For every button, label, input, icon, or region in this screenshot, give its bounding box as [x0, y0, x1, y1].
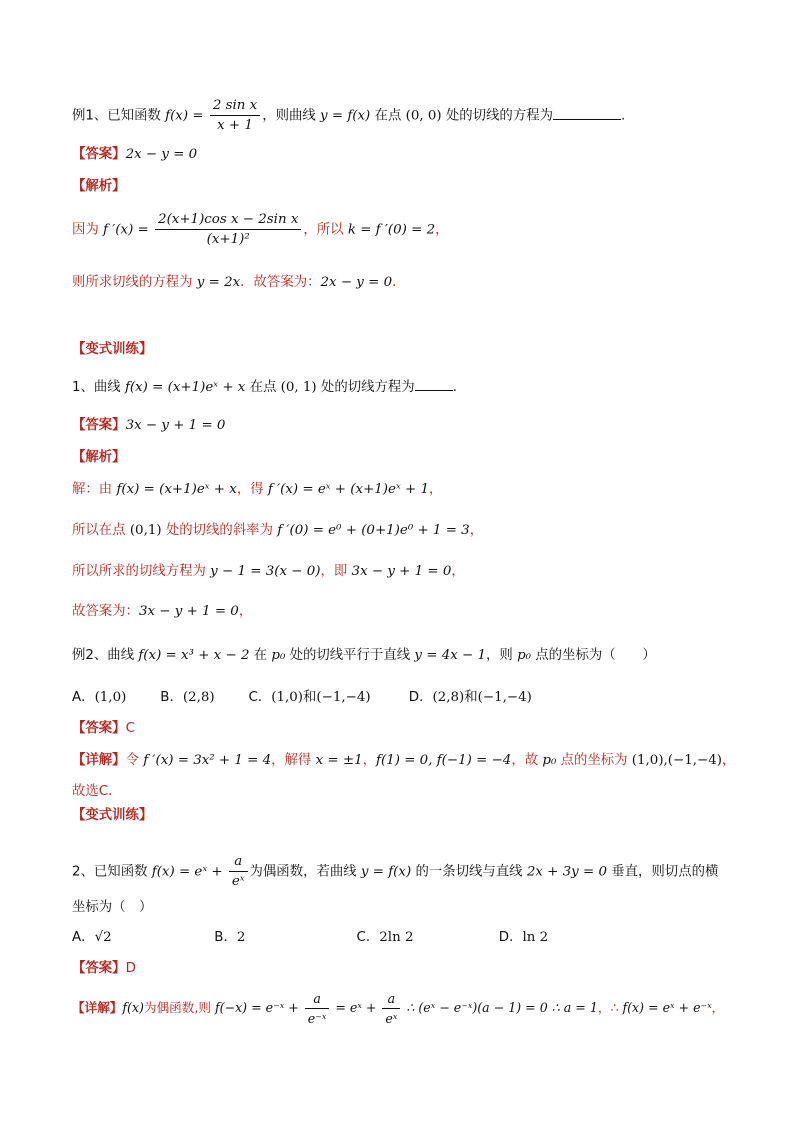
ex1-fraction	[210, 96, 260, 135]
ex2-line: y = 4x − 1	[414, 648, 487, 663]
detail-frac-2	[382, 989, 400, 1028]
sol-k: k = f ′(0) = 2	[347, 222, 436, 238]
option-c-label: C．	[248, 690, 272, 705]
sol2-eq: y = 2x	[196, 275, 241, 290]
detail-eq3: f(1) = 0, f(−1) = −4	[376, 753, 512, 768]
choose-text: 故选C.	[72, 784, 113, 799]
variant-2-heading	[72, 806, 754, 826]
variant-2-continuation	[72, 898, 754, 918]
detail-tag: 【详解】	[72, 753, 126, 768]
option-d[interactable]	[409, 688, 532, 708]
v1s3-t2: ，即	[320, 564, 352, 579]
v1s2-t1: 所以在点	[72, 523, 130, 538]
option-b[interactable]	[214, 928, 352, 948]
variant-2-question	[72, 852, 754, 891]
v1s2-t2: 处的切线的斜率为	[161, 523, 278, 538]
v2-answer	[72, 959, 754, 979]
v2-fraction	[229, 852, 248, 891]
detail-end: ，	[721, 753, 736, 768]
detail-t4: ，故	[511, 753, 543, 768]
detail-frac-1	[305, 989, 330, 1028]
answer-value: C	[125, 721, 135, 736]
ex2-prefix: 例2、曲线	[72, 648, 139, 663]
detail-n1: a	[305, 989, 330, 1009]
answer-tag: 【答案】	[72, 147, 126, 162]
v2-denominator: eˣ	[231, 874, 245, 889]
ex1-answer	[72, 145, 754, 165]
detail-t1: 为偶函数,则	[143, 1000, 215, 1015]
detail-t1: 令	[125, 753, 144, 768]
option-b-value: (2,8)	[182, 690, 215, 705]
v2-t2: 的一条切线与直线	[411, 864, 527, 880]
variant-1-heading	[72, 340, 754, 360]
option-d-label: D．	[408, 690, 433, 705]
ex1-function: f(x) =	[165, 108, 208, 124]
v1-solution-line-3	[72, 562, 754, 582]
v1s4-t1: 故答案为：	[72, 604, 139, 619]
ex1-suffix: 处的切线的方程为	[441, 108, 553, 124]
option-d-label: D．	[498, 930, 523, 945]
example-1-question: 例1、已知函数 f(x) = $\frac{\text{2 sin x}}{x + 1}$ ，则曲线 y = f(x) 在点 (0, 0) 处的切线的方程为 .	[72, 98, 626, 133]
detail-t5: 点的坐标为	[556, 753, 632, 768]
detail-d1: e⁻ˣ	[307, 1011, 327, 1026]
v1s3-end: ，	[451, 564, 465, 579]
ex1-curve: y = f(x)	[320, 108, 371, 124]
variant-heading: 【变式训练】	[72, 342, 153, 357]
detail-t3: ，	[362, 753, 377, 768]
answer-blank	[415, 378, 453, 391]
answer-value: 2x − y = 0	[125, 147, 198, 162]
answer-blank	[553, 107, 621, 120]
sol2-text1: 则所求切线的方程为	[72, 275, 197, 290]
sol-so: ，所以	[303, 222, 348, 238]
detail-eq1: f ′(x) = 3x² + 1 = 4	[143, 753, 272, 768]
option-a[interactable]	[72, 688, 156, 708]
option-d-value: (2,8)和(−1,−4)	[432, 690, 532, 705]
sol2-end: ．	[392, 275, 406, 290]
sol-numerator: 2(x+1)cos x − 2sin x	[155, 210, 301, 230]
ex1-solution-line-2	[72, 273, 754, 293]
v1-function: f(x) = (x+1)eˣ + x	[124, 380, 246, 395]
detail-eq3: ∴ (eˣ − e⁻ˣ)(a − 1) = 0 ∴ a = 1	[402, 1000, 598, 1015]
v1-solution-line-4	[72, 602, 754, 622]
option-c-label: C．	[356, 930, 380, 945]
v1-solution-line-2	[72, 521, 754, 541]
v2-t3: 垂直，则切点的横	[606, 864, 719, 880]
detail-d2: eˣ	[385, 1011, 398, 1026]
detail-t2: ，∴	[597, 1000, 623, 1015]
sol-denominator: (x+1)²	[206, 232, 250, 247]
ex2-p0: p₀	[271, 648, 286, 663]
v1s3-eq1: y − 1 = 3(x − 0)	[210, 564, 321, 579]
detail-eq4: f(x) = eˣ + e⁻ˣ	[622, 1000, 712, 1015]
sol-text: 因为	[72, 222, 104, 238]
ex2-function: f(x) = x³ + x − 2	[138, 648, 250, 663]
ex1-numerator: 2 sin x	[210, 96, 260, 116]
v1-mid: 在点	[245, 380, 281, 395]
analysis-tag: 【解析】	[72, 450, 126, 465]
v1-prefix: 1、曲线	[72, 380, 125, 395]
analysis-tag: 【解析】	[72, 179, 126, 194]
detail-eq1: f(−x) = e⁻ˣ +	[214, 1000, 303, 1015]
v2-curve: y = f(x)	[360, 864, 412, 880]
v2-line: 2x + 3y = 0	[526, 864, 607, 880]
sol-end: ，	[435, 222, 449, 238]
option-a-value: (1,0)	[94, 690, 127, 705]
sol-fprime: f ′(x) =	[103, 222, 154, 238]
answer-value: D	[125, 961, 136, 976]
v1s1-fp: f ′(x) = eˣ + (x+1)eˣ + 1	[267, 482, 429, 497]
ex2-p0b: p₀	[517, 648, 532, 663]
ex2-answer	[72, 719, 754, 739]
sol-fraction	[155, 210, 301, 249]
v1s1-end: ，	[428, 482, 443, 497]
option-c[interactable]	[249, 688, 405, 708]
example-2-question	[72, 646, 754, 666]
v1s2-pt: (0,1)	[129, 523, 162, 538]
v1s2-end: ，	[469, 523, 484, 538]
v1-analysis	[72, 448, 754, 468]
option-a[interactable]	[72, 928, 210, 948]
v2-detail	[72, 989, 754, 1028]
ex2-t4: 点的坐标为（ ）	[531, 648, 656, 663]
option-b-label: B．	[214, 930, 237, 945]
detail-tag: 【详解】	[72, 1000, 123, 1015]
detail-eq2: x = ±1	[315, 753, 363, 768]
option-b-label: B．	[160, 690, 183, 705]
ex2-options	[72, 688, 754, 708]
ex1-solution-line-1	[72, 210, 754, 249]
v1s3-eq2: 3x − y + 1 = 0	[351, 564, 452, 579]
option-c-value: (1,0)和(−1,−4)	[271, 690, 371, 705]
v2-prefix: 2、已知函数	[72, 864, 152, 880]
answer-value: 3x − y + 1 = 0	[125, 418, 226, 433]
ex1-mid: ，则曲线	[262, 108, 321, 124]
v2-function: f(x) = eˣ +	[151, 864, 227, 880]
v1s3-t1: 所以所求的切线方程为	[72, 564, 211, 579]
ex2-detail	[72, 751, 754, 771]
v2-t1: 为偶函数，若曲线	[249, 864, 361, 880]
ex2-t3: ，则	[486, 648, 518, 663]
variant-heading: 【变式训练】	[72, 808, 153, 823]
sol2-text2: ．故答案为：	[240, 275, 321, 290]
detail-end: ，	[711, 1000, 725, 1015]
variant-1-question: 1、曲线 f(x) = (x+1)eˣ + x 在点 (0, 1) 处的切线方程为 .	[72, 380, 457, 395]
v1s2-eq: f ′(0) = e⁰ + (0+1)e⁰ + 1 = 3	[277, 523, 470, 538]
v1s4-end: ，	[238, 604, 253, 619]
answer-tag: 【答案】	[72, 721, 126, 736]
v1-answer	[72, 416, 754, 436]
option-d[interactable]	[499, 928, 548, 948]
v1-suffix: 处的切线方程为	[316, 380, 415, 395]
ex1-analysis	[72, 177, 754, 197]
v1s4-eq: 3x − y + 1 = 0	[138, 604, 239, 619]
detail-f: f(x)	[122, 1000, 144, 1015]
detail-n2: a	[382, 989, 400, 1009]
sol2-ans: 2x − y = 0	[320, 275, 393, 290]
v1s1-t2: ，得	[236, 482, 268, 497]
option-c[interactable]	[357, 928, 495, 948]
ex2-t1: 在	[249, 648, 272, 663]
option-b[interactable]	[160, 688, 244, 708]
ex1-point: (0, 0)	[405, 108, 442, 124]
ex1-at: 在点	[370, 108, 406, 124]
answer-tag: 【答案】	[72, 418, 126, 433]
option-a-label: A．	[72, 930, 95, 945]
ex2-choose	[72, 782, 754, 802]
ex2-t2: 处的切线平行于直线	[285, 648, 415, 663]
detail-eq4: (1,0),(−1,−4)	[631, 753, 722, 768]
answer-tag: 【答案】	[72, 961, 126, 976]
option-a-value: √2	[94, 930, 112, 945]
option-b-value: 2	[236, 930, 246, 945]
ex1-denominator: x + 1	[217, 118, 253, 133]
option-a-label: A．	[72, 690, 95, 705]
v2-cont: 坐标为（ ）	[72, 900, 153, 915]
detail-t2: ，解得	[271, 753, 316, 768]
ex1-prefix: 例1、已知函数	[72, 108, 166, 124]
v2-numerator: a	[229, 852, 248, 872]
option-d-value: ln 2	[522, 930, 549, 945]
v2-options	[72, 928, 754, 948]
option-c-value: 2ln 2	[379, 930, 414, 945]
detail-eq2: = eˣ +	[331, 1000, 381, 1015]
v1-solution-line-1	[72, 480, 754, 500]
v1s1-f: f(x) = (x+1)eˣ + x	[116, 482, 237, 497]
v1-point: (0, 1)	[280, 380, 317, 395]
detail-p0: p₀	[542, 753, 557, 768]
v1s1-t1: 解：由	[72, 482, 117, 497]
